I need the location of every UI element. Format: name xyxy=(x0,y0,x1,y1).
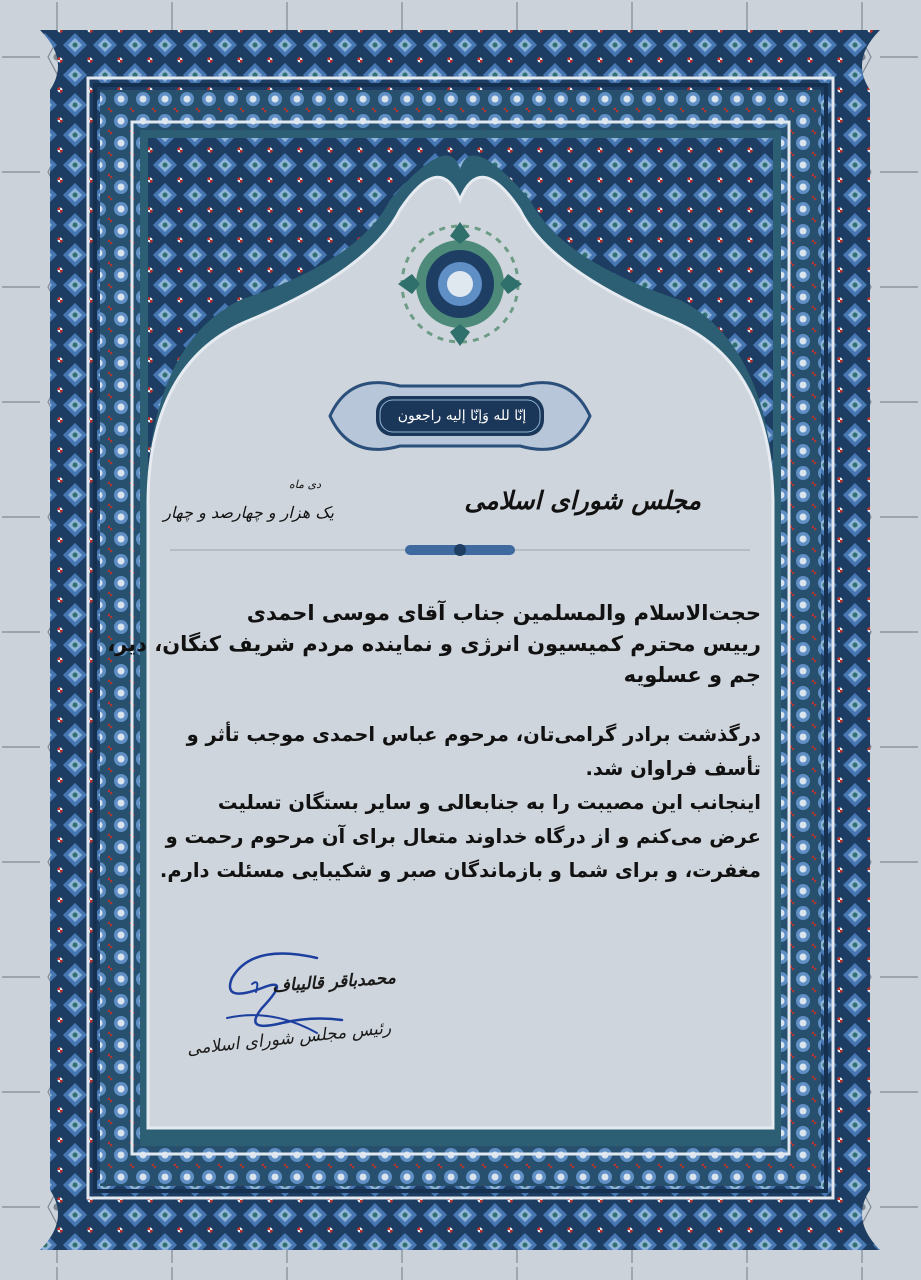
signatory-name: محمدباقر قالیباف xyxy=(271,968,397,997)
addressee-line: حجت‌الاسلام والمسلمین جناب آقای موسی احمدی xyxy=(246,601,761,625)
message-body xyxy=(141,718,761,888)
date-month: دی ماه xyxy=(288,478,321,491)
signatory-title: رئیس مجلس شورای اسلامی xyxy=(186,1018,393,1060)
date-year: یک هزار و چهارصد و چهار xyxy=(163,503,334,522)
message-line: تأسف فراوان شد. xyxy=(585,757,761,780)
addressee-line: جم و عسلویه xyxy=(623,663,761,687)
divider-ornament xyxy=(405,544,515,556)
parliament-logo-text: مجلس شورای اسلامی xyxy=(464,486,701,515)
addressee-block xyxy=(107,598,761,691)
message-line: مغفرت، و برای شما و بازماندگان صبر و شکیبایی مسئلت دارم. xyxy=(159,859,761,882)
message-line: اینجانب این مصیبت را به جنابعالی و سایر بستگان تسلیت xyxy=(217,791,761,814)
addressee-line: رییس محترم کمیسیون انرژی و نماینده مردم شریف کنگان، دیر، xyxy=(107,632,761,656)
message-line: عرض می‌کنم و از درگاه خداوند متعال برای آن مرحوم رحمت و xyxy=(165,825,761,848)
verse-text: إنّا لله وَإنّا إلیه راجعون xyxy=(397,408,527,424)
message-line: درگذشت برادر گرامی‌تان، مرحوم عباس احمدی موجب تأثر و xyxy=(186,723,761,746)
